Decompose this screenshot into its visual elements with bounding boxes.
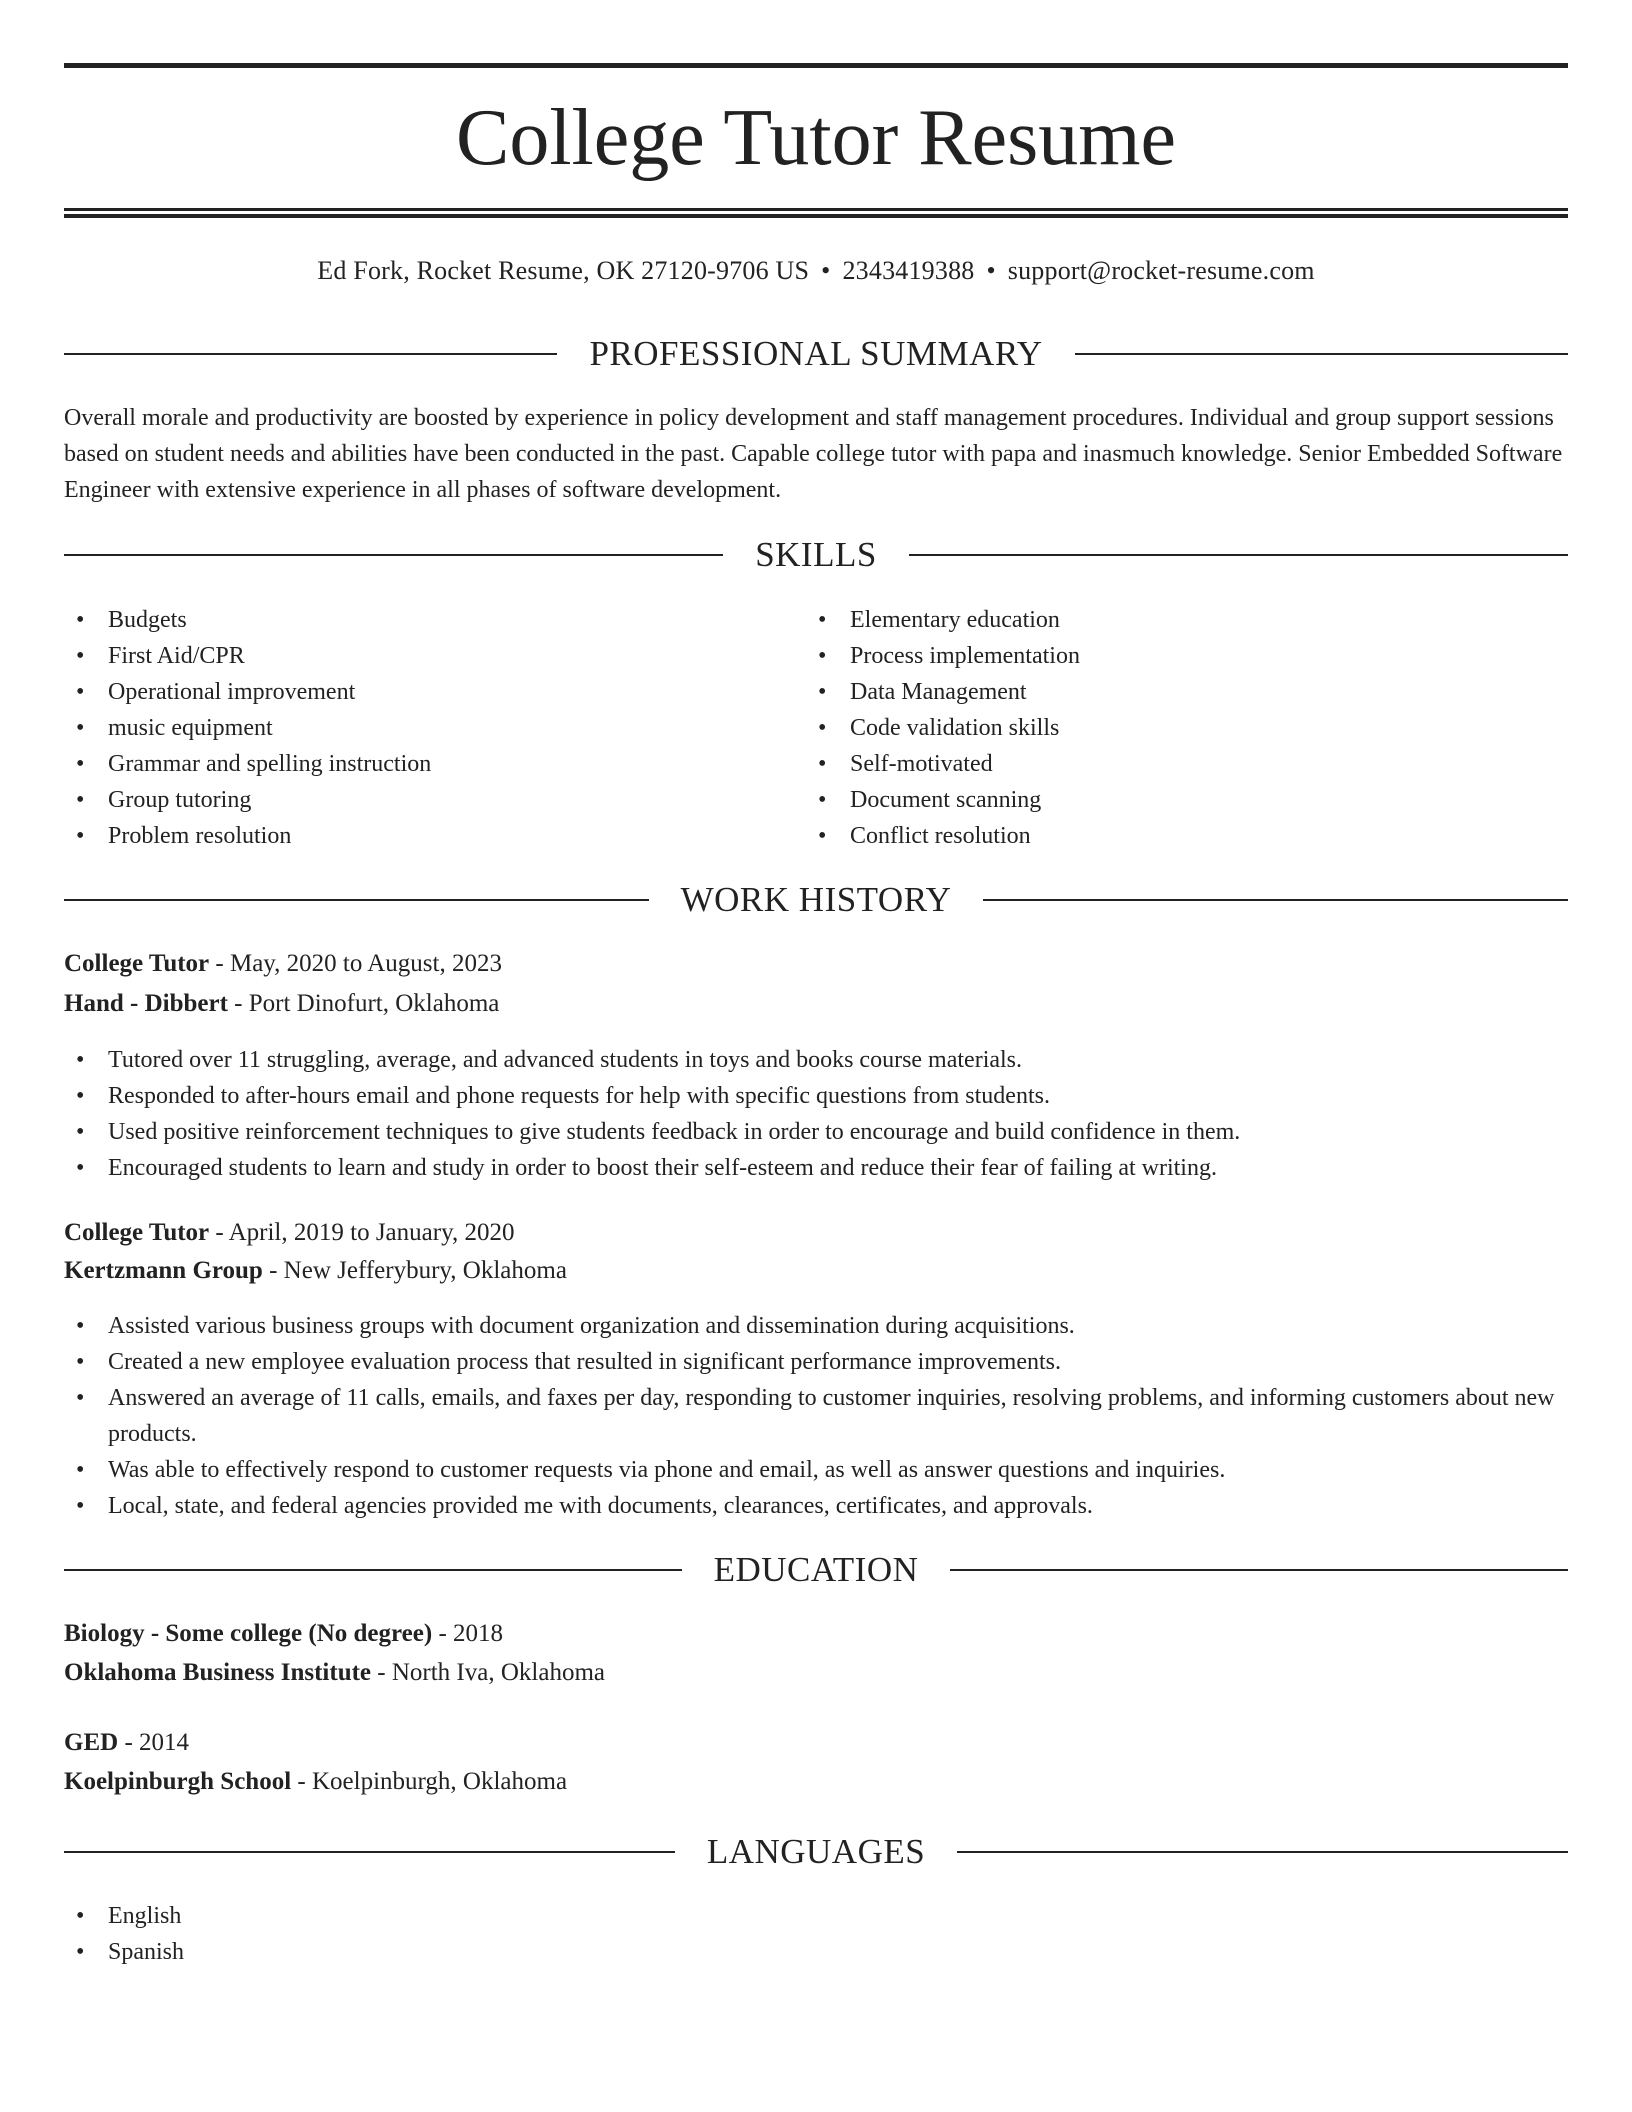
education-degree: Biology - Some college (No degree) bbox=[64, 1620, 433, 1647]
heading-rule bbox=[64, 899, 649, 901]
skill-item: • Grammar and spelling instruction bbox=[64, 746, 764, 782]
job-bullet: • Local, state, and federal agencies provided me with documents, clearances, certificates, and approvals. bbox=[64, 1488, 1568, 1524]
skill-item: • Group tutoring bbox=[64, 782, 764, 818]
education-degree-line bbox=[64, 1725, 1568, 1761]
skill-item: • Process implementation bbox=[806, 638, 1506, 674]
heading-rule bbox=[950, 1569, 1568, 1571]
top-rule bbox=[64, 63, 1568, 68]
job-bullet: • Answered an average of 11 calls, emails, and faxes per day, responding to customer inquiries, resolving problems, and informing customers about new products. bbox=[64, 1380, 1568, 1452]
contact-phone: 2343419388 bbox=[842, 256, 975, 285]
language-item: • Spanish bbox=[64, 1934, 1568, 1970]
contact-separator: • bbox=[821, 256, 831, 285]
section-heading-work-history bbox=[64, 880, 1568, 920]
job-bullet: • Encouraged students to learn and study in order to boost their self-esteem and reduce their fear of failing at writing. bbox=[64, 1150, 1568, 1186]
heading-rule bbox=[909, 554, 1568, 556]
heading-rule bbox=[983, 899, 1568, 901]
title-double-rule bbox=[64, 208, 1568, 218]
heading-rule bbox=[64, 1569, 682, 1571]
education-school: Koelpinburgh School bbox=[64, 1768, 292, 1795]
education-school: Oklahoma Business Institute bbox=[64, 1659, 372, 1686]
job-bullets bbox=[64, 1042, 1568, 1186]
skill-item: • Code validation skills bbox=[806, 710, 1506, 746]
skills-list-left bbox=[64, 602, 764, 854]
section-heading-languages bbox=[64, 1832, 1568, 1872]
job-company: Kertzmann Group bbox=[64, 1257, 263, 1284]
job-bullet: • Used positive reinforcement techniques to give students feedback in order to encourage and build confidence in them. bbox=[64, 1114, 1568, 1150]
education-location: - North Iva, Oklahoma bbox=[371, 1659, 605, 1686]
contact-separator: • bbox=[986, 256, 996, 285]
skill-item: • Budgets bbox=[64, 602, 764, 638]
skill-item: • Operational improvement bbox=[64, 674, 764, 710]
job-location: - Port Dinofurt, Oklahoma bbox=[227, 990, 500, 1017]
languages-list bbox=[64, 1898, 1568, 1970]
contact-email: support@rocket-resume.com bbox=[1007, 256, 1315, 285]
education-school-line bbox=[64, 1764, 1568, 1800]
skill-item: • Elementary education bbox=[806, 602, 1506, 638]
education-location: - Koelpinburgh, Oklahoma bbox=[291, 1768, 568, 1795]
heading-rule bbox=[64, 554, 723, 556]
contact-line bbox=[64, 254, 1568, 288]
job-title: College Tutor bbox=[64, 950, 210, 977]
heading-rule bbox=[1075, 353, 1568, 355]
section-heading-education bbox=[64, 1550, 1568, 1590]
skill-item: • First Aid/CPR bbox=[64, 638, 764, 674]
section-title: LANGUAGES bbox=[706, 1832, 926, 1871]
skills-list-right bbox=[806, 602, 1506, 854]
job-company-line bbox=[64, 1253, 1568, 1289]
skill-item: • Self-motivated bbox=[806, 746, 1506, 782]
heading-rule bbox=[957, 1851, 1568, 1853]
job-title: College Tutor bbox=[64, 1219, 210, 1246]
education-year: - 2018 bbox=[432, 1620, 504, 1647]
education-degree: GED bbox=[64, 1729, 119, 1756]
job-bullets bbox=[64, 1308, 1568, 1524]
job-bullet: • Tutored over 11 struggling, average, and advanced students in toys and books course materials. bbox=[64, 1042, 1568, 1078]
section-heading-skills bbox=[64, 535, 1568, 575]
heading-rule bbox=[64, 353, 557, 355]
section-title: WORK HISTORY bbox=[680, 880, 952, 919]
job-bullet: • Responded to after-hours email and phone requests for help with specific questions from students. bbox=[64, 1078, 1568, 1114]
education-school-line bbox=[64, 1655, 1568, 1691]
language-item: • English bbox=[64, 1898, 1568, 1934]
job-company-line bbox=[64, 986, 1568, 1022]
job-dates: - April, 2019 to January, 2020 bbox=[209, 1219, 515, 1246]
skill-item: • Document scanning bbox=[806, 782, 1506, 818]
education-year: - 2014 bbox=[118, 1729, 190, 1756]
job-location: - New Jefferybury, Oklahoma bbox=[262, 1257, 567, 1284]
resume-title: College Tutor Resume bbox=[455, 94, 1177, 182]
section-title: EDUCATION bbox=[713, 1550, 919, 1589]
skill-item: • Problem resolution bbox=[64, 818, 764, 854]
job-dates: - May, 2020 to August, 2023 bbox=[209, 950, 502, 977]
section-heading-summary bbox=[64, 334, 1568, 374]
contact-address: Ed Fork, Rocket Resume, OK 27120-9706 US bbox=[317, 256, 810, 285]
section-title: SKILLS bbox=[755, 535, 877, 574]
job-title-line bbox=[64, 946, 1568, 982]
section-title: PROFESSIONAL SUMMARY bbox=[589, 334, 1043, 373]
job-bullet: • Was able to effectively respond to customer requests via phone and email, as well as answer questions and inquiries. bbox=[64, 1452, 1568, 1488]
job-company: Hand - Dibbert bbox=[64, 990, 228, 1017]
skill-item: • Data Management bbox=[806, 674, 1506, 710]
heading-rule bbox=[64, 1851, 675, 1853]
summary-text: Overall morale and productivity are boosted by experience in policy development and staff management procedures. Individual and group support sessions based on student needs and abilities have been conducted in the past. Capable college tutor with papa and inasmuch knowledge. Senior Embedded Software Engineer with extensive experience in all phases of software development. bbox=[64, 405, 1563, 503]
education-degree-line bbox=[64, 1616, 1568, 1652]
job-bullet: • Created a new employee evaluation process that resulted in significant performance improvements. bbox=[64, 1344, 1568, 1380]
skill-item: • Conflict resolution bbox=[806, 818, 1506, 854]
job-bullet: • Assisted various business groups with document organization and dissemination during acquisitions. bbox=[64, 1308, 1568, 1344]
job-title-line bbox=[64, 1215, 1568, 1251]
skill-item: • music equipment bbox=[64, 710, 764, 746]
